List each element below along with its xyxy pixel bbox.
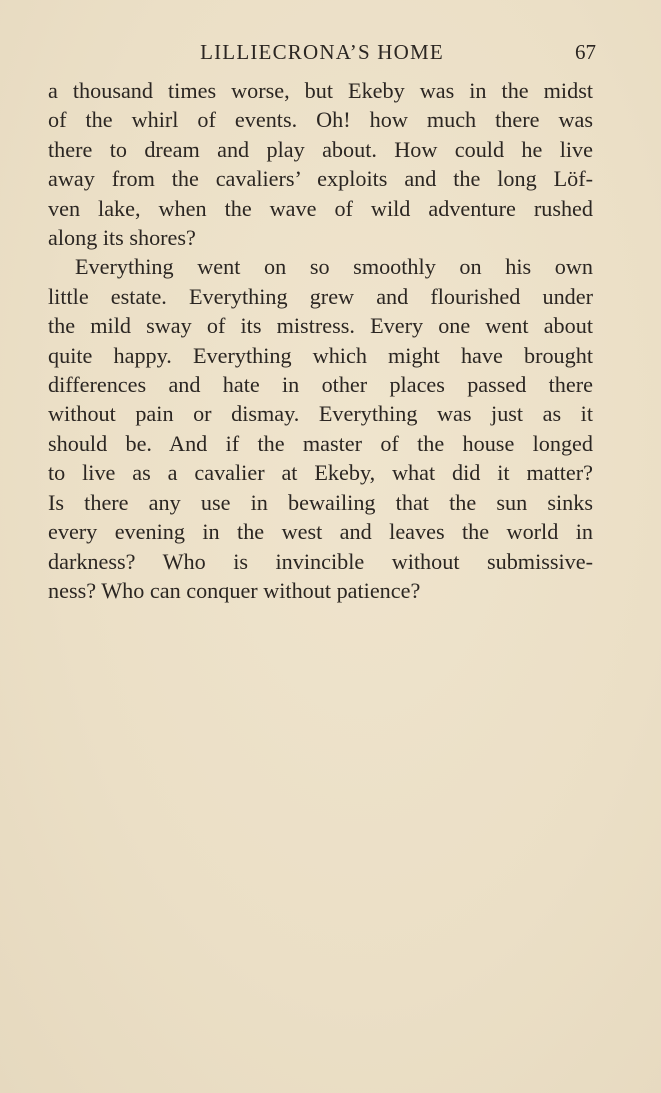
text-line: ness? Who can conquer without patience? bbox=[48, 577, 421, 603]
text-line: darkness? Who is invincible without submissive- bbox=[48, 548, 593, 574]
body-text bbox=[48, 76, 593, 605]
text-line: along its shores? bbox=[48, 225, 196, 251]
text-line: a thousand times worse, but Ekeby was in the midst bbox=[48, 78, 593, 103]
text-line: should be. And if the master of the house longed bbox=[48, 430, 593, 456]
text-line: there to dream and play about. How could he live bbox=[48, 136, 593, 162]
running-head bbox=[48, 38, 596, 66]
text-line: differences and hate in other places passed there bbox=[48, 372, 593, 398]
text-line: the mild sway of its mistress. Every one went about bbox=[48, 313, 593, 339]
text-line: Is there any use in bewailing that the sun sinks bbox=[48, 489, 593, 515]
paragraph-2 bbox=[48, 252, 593, 605]
page-number: 67 bbox=[575, 40, 596, 64]
text-line: quite happy. Everything which might have brought bbox=[48, 342, 593, 368]
running-title: LILLIECRONA’S HOME bbox=[200, 40, 444, 64]
text-line: little estate. Everything grew and flourished under bbox=[48, 283, 593, 309]
text-line: ven lake, when the wave of wild adventure rushed bbox=[48, 195, 593, 221]
text-line: to live as a cavalier at Ekeby, what did it matter? bbox=[48, 460, 593, 486]
text-line: Everything went on so smoothly on his own bbox=[75, 254, 593, 280]
text-line: without pain or dismay. Everything was just as it bbox=[48, 401, 593, 427]
paragraph-1 bbox=[48, 76, 593, 252]
text-line: of the whirl of events. Oh! how much there was bbox=[48, 107, 593, 133]
text-line: away from the cavaliers’ exploits and the long Löf- bbox=[48, 166, 593, 192]
text-line: every evening in the west and leaves the world in bbox=[48, 519, 593, 545]
